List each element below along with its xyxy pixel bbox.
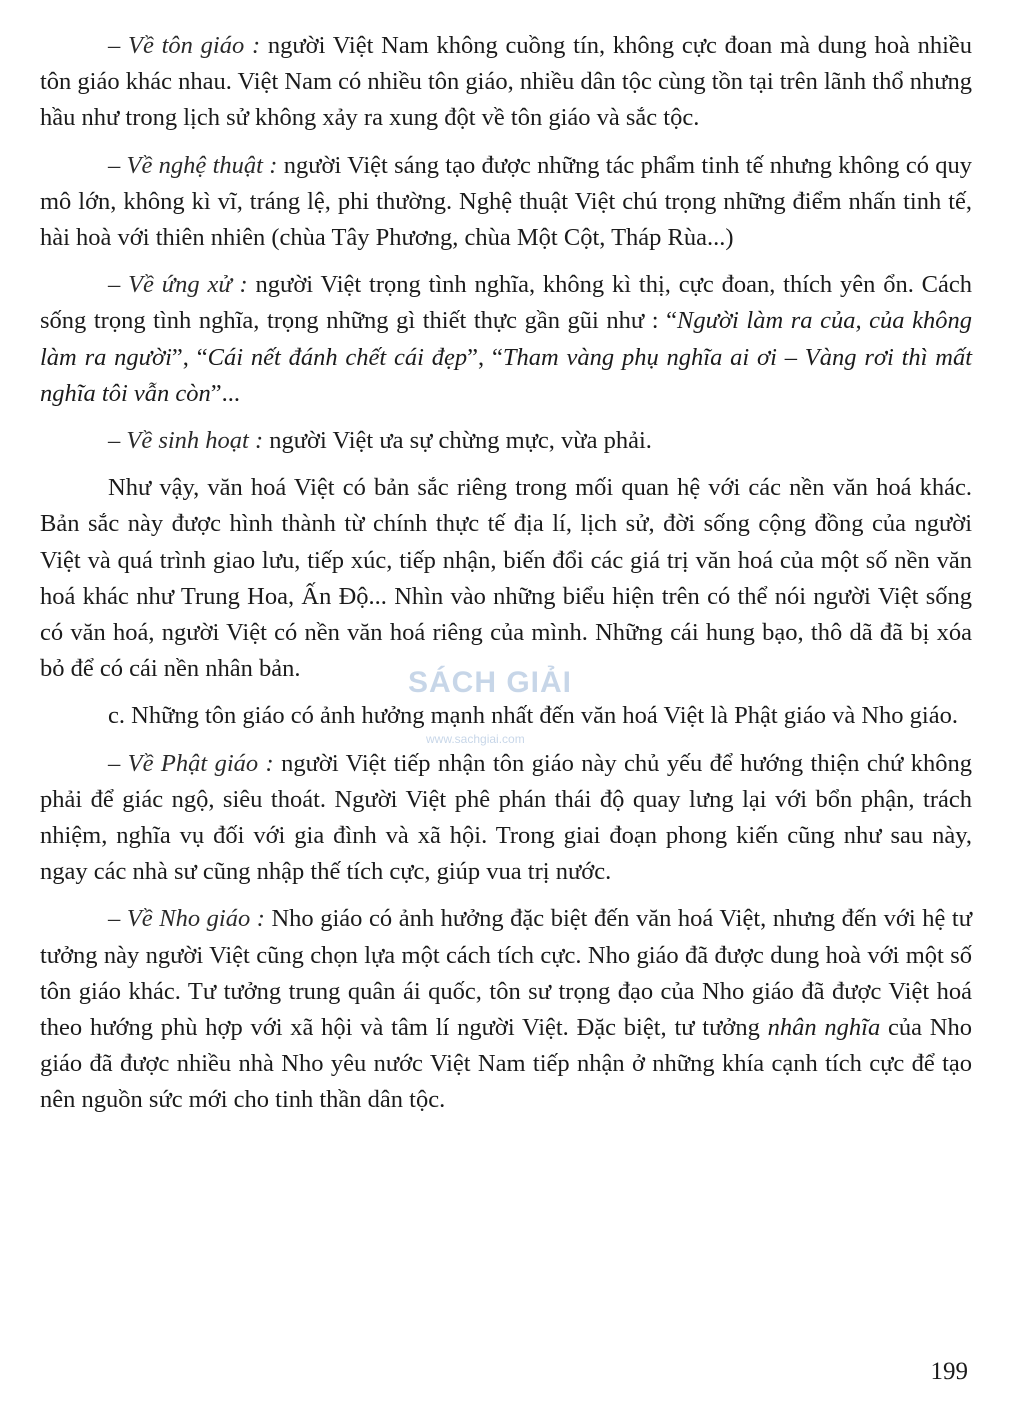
paragraph-lifestyle <box>40 423 972 459</box>
paragraph-text: c. Những tôn giáo có ảnh hưởng mạnh nhất đến văn hoá Việt là Phật giáo và Nho giáo. <box>108 702 958 730</box>
paragraph-lead: – Về Phật giáo : <box>108 749 274 777</box>
quote-separator: ”, “ <box>171 343 208 371</box>
paragraph-lead: – Về ứng xử : <box>108 271 248 299</box>
paragraph-lead: – Về Nho giáo : <box>108 905 265 933</box>
proverb-quote: Cái nết đánh chết cái đẹp <box>207 343 468 371</box>
paragraph-art <box>40 148 972 257</box>
page-body <box>40 28 972 1130</box>
proverb-quote: Người làm ra của, của không làm ra người <box>40 307 972 371</box>
paragraph-section-c <box>40 698 972 734</box>
paragraph-lead: – Về sinh hoạt : <box>108 427 264 455</box>
paragraph-text: Nho giáo có ảnh hưởng đặc biệt đến văn hoá Việt, nhưng đến với hệ tư tưởng này người Việt cũng chọn lựa một cách tích cực. Nho giáo đã được dung hoà với một số tôn giáo khác. Tư tưởng trung quân ái quốc, tôn sư trọng đạo của Nho giáo đã được Việt hoá theo hướng phù hợp với xã hội và tâm lí người Việt. Đặc biệt, tư tưởng <box>40 905 972 1042</box>
paragraph-text: người Việt tiếp nhận tôn giáo này chủ yếu để hướng thiện chứ không phải để giác ngộ, siêu thoát. Người Việt phê phán thái độ quay lưng lại với bổn phận, trách nhiệm, nghĩa vụ đối với gia đình và xã hội. Trong giai đoạn phong kiến cũng như sau này, ngay các nhà sư cũng nhập thế tích cực, giúp vua trị nước. <box>40 749 972 886</box>
paragraph-text: Như vậy, văn hoá Việt có bản sắc riêng trong mối quan hệ với các nền văn hoá khác. Bản sắc này được hình thành từ chính thực tế địa lí, lịch sử, đời sống cộng đồng của người Việt và quá trình giao lưu, tiếp xúc, tiếp nhận, biến đổi các giá trị văn hoá của một số nền văn hoá khác như Trung Hoa, Ấn Độ... Nhìn vào những biểu hiện trên có thể nói người Việt sống có văn hoá, người Việt có nền văn hoá riêng của mình. Những cái hung bạo, thô dã đã bị xóa bỏ để có cái nền nhân bản. <box>40 474 972 683</box>
watermark-url: www.sachgiai.com <box>426 732 525 746</box>
proverb-quote: Tham vàng phụ nghĩa ai ơi – Vàng rơi thì mất nghĩa tôi vẫn còn <box>40 343 973 407</box>
paragraph-behavior <box>40 267 972 412</box>
paragraph-text: người Việt trọng tình nghĩa, không kì thị, cực đoan, thích yên ổn. Cách sống trọng tình nghĩa, trọng những gì thiết thực gần gũi như : “ <box>40 271 972 335</box>
paragraph-confucianism <box>40 901 972 1118</box>
paragraph-text: người Việt Nam không cuồng tín, không cực đoan mà dung hoà nhiều tôn giáo khác nhau. Việt Nam có nhiều tôn giáo, nhiều dân tộc cùng tồn tại trên lãnh thổ nhưng hầu như trong lịch sử không xảy ra xung đột về tôn giáo và sắc tộc. <box>40 32 972 132</box>
paragraph-summary <box>40 470 972 687</box>
quote-separator: ”, “ <box>467 343 503 371</box>
paragraph-text: người Việt ưa sự chừng mực, vừa phải. <box>263 427 652 455</box>
paragraph-text: người Việt sáng tạo được những tác phẩm tinh tế nhưng không có quy mô lớn, không kì vĩ, tráng lệ, phi thường. Nghệ thuật Việt chú trọng những điểm nhấn tinh tế, hài hoà với thiên nhiên (chùa Tây Phương, chùa Một Cột, Tháp Rùa...) <box>40 151 972 252</box>
page-number: 199 <box>930 1358 968 1385</box>
paragraph-buddhism <box>40 746 972 891</box>
watermark-title: SÁCH GIẢI <box>408 666 573 699</box>
emphasis-term: nhân nghĩa <box>767 1014 881 1042</box>
paragraph-religion <box>40 28 972 137</box>
paragraph-tail: ”... <box>210 379 241 407</box>
paragraph-tail: của Nho giáo đã được nhiều nhà Nho yêu nước Việt Nam tiếp nhận ở những khía cạnh tích cực để tạo nên nguồn sức mới cho tinh thần dân tộc. <box>40 1014 972 1114</box>
paragraph-lead: – Về tôn giáo : <box>108 32 261 59</box>
paragraph-lead: – Về nghệ thuật : <box>108 151 278 179</box>
